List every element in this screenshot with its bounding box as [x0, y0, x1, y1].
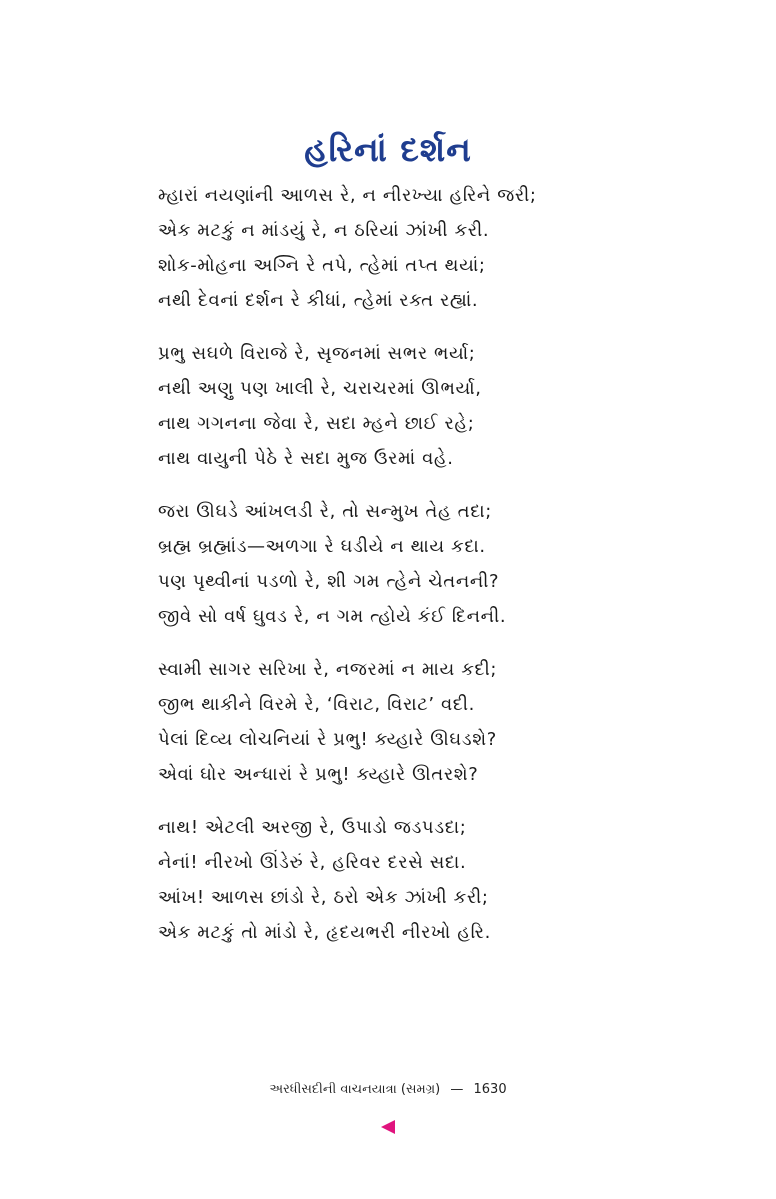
poem-line: પ્રભુ સઘળે વિરાજે રે, સૃજનમાં સભર ભર્યા;: [158, 343, 476, 364]
stanza-5: [158, 810, 718, 950]
previous-page-arrow-icon[interactable]: [381, 1120, 395, 1134]
poem-line: એક મટકું ન માંડયું રે, ન ઠરિયાં ઝાંખી કરી.: [158, 220, 490, 241]
stanza-1: [158, 178, 718, 318]
poem-line: જીવે સો વર્ષ ઘુવડ રે, ન ગમ ત્હોયે કંઈ દિનની.: [158, 606, 507, 627]
poem-body: [158, 178, 718, 968]
page-footer: [0, 1082, 776, 1097]
page-title: હરિનાં દર્શન: [304, 130, 472, 170]
poem-line: નથી અણુ પણ ખાલી રે, ચરાચરમાં ઊભર્યા,: [158, 378, 482, 399]
stanza-4: [158, 652, 718, 792]
book-title: અરધીસદીની વાચનયાત્રા (સમગ્ર): [269, 1082, 441, 1097]
stanza-2: [158, 336, 718, 476]
poem-line: પેલાં દિવ્ય લોચનિયાં રે પ્રભુ! ક્ય્હારે ઊઘડશે?: [158, 729, 497, 750]
stanza-3: [158, 494, 718, 634]
poem-line: એવાં ઘોર અન્ધારાં રે પ્રભુ! ક્ય્હારે ઊતરશે?: [158, 764, 479, 785]
page-number: 1630: [473, 1082, 507, 1097]
poem-line: આંખ! આળસ છાંડો રે, ઠરો એક ઝાંખી કરી;: [158, 887, 489, 908]
poem-line: સ્વામી સાગર સરિખા રે, નજરમાં ન માય કદી;: [158, 659, 497, 680]
poem-line: નથી દેવનાં દર્શન રે કીધાં, ત્હેમાં રક્ત રહ્યાં.: [158, 290, 479, 311]
poem-line: બ્રહ્મ બ્રહ્માંડ—અળગા રે ઘડીયે ન થાય કદા.: [158, 536, 486, 557]
poem-line: શોક-મોહના અગ્નિ રે તપે, ત્હેમાં તપ્ત થયાં;: [158, 255, 486, 276]
poem-line: એક મટકું તો માંડો રે, હૃદયભરી નીરખો હરિ.: [158, 922, 491, 943]
poem-line: જરા ઊઘડે આંખલડી રે, તો સન્મુખ તેહ તદા;: [158, 501, 492, 522]
poem-line: નાથ વાયુની પેઠે રે સદા મુજ ઉરમાં વહે.: [158, 448, 454, 469]
poem-line: મ્હારાં નયણાંની આળસ રે, ન નીરખ્યા હરિને જરી;: [158, 185, 537, 206]
poem-line: નેનાં! નીરખો ઊંડેરું રે, હરિવર દરસે સદા.: [158, 852, 467, 873]
poem-line: નાથ ગગનના જેવા રે, સદા મ્હને છાઈ રહે;: [158, 413, 475, 434]
footer-dash: —: [450, 1082, 464, 1097]
poem-line: પણ પૃથ્વીનાં પડળો રે, શી ગમ ત્હેને ચેતનની?: [158, 571, 500, 592]
poem-line: જીભ થાકીને વિરમે રે, ‘વિરાટ, વિરાટ’ વદી.: [158, 694, 475, 715]
poem-line: નાથ! એટલી અરજી રે, ઉપાડો જડપડદા;: [158, 817, 467, 838]
